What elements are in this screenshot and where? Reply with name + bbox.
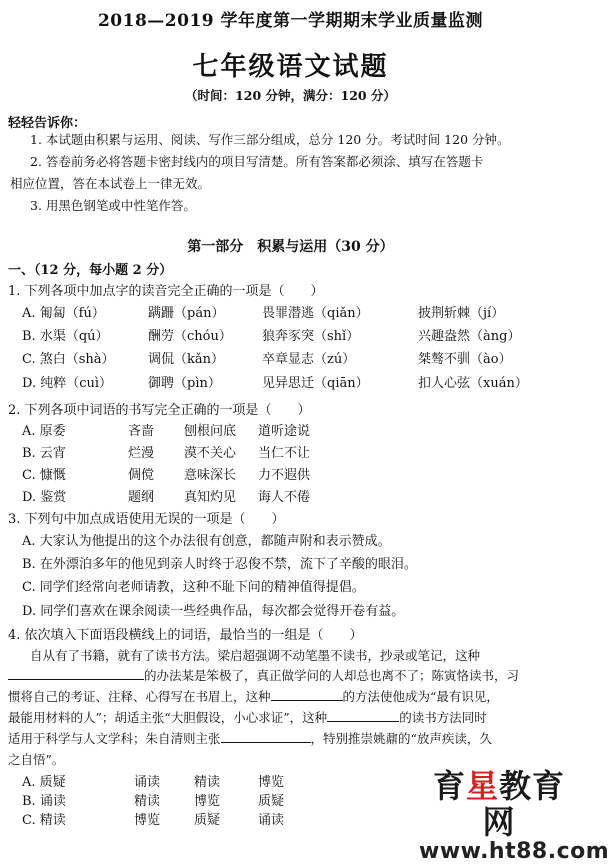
option-cell: C. 精读 — [22, 813, 66, 828]
option-cell: 倜傥 — [128, 468, 155, 483]
passage-line — [8, 708, 487, 726]
option-cell: D. 纯粹（cuì） — [22, 376, 113, 391]
option-cell: 精读 — [134, 794, 161, 809]
time-info: （时间：120 分钟，满分：120 分） — [185, 88, 396, 103]
option-cell: 诵读 — [258, 813, 285, 828]
option-cell: 吝啬 — [128, 424, 155, 439]
option-cell: 真知灼见 — [184, 490, 237, 505]
watermark-url: www.ht88.com — [419, 839, 609, 864]
watermark-logo — [419, 767, 609, 864]
option-cell: 兴趣盎然（àng） — [418, 329, 521, 344]
fill-blank — [271, 688, 343, 701]
notice-item: 相应位置，答在本试卷上一律无效。 — [10, 176, 211, 191]
option-cell: 当仁不让 — [258, 446, 311, 461]
option-cell: B. 诵读 — [22, 794, 66, 809]
option-cell: 酬劳（chóu） — [148, 329, 232, 344]
option-line: A. 大家认为他提出的这个办法很有创意，都随声附和表示赞成。 — [22, 534, 391, 549]
option-line: C. 同学们经常向老师请教，这种不耻下问的精神值得提倡。 — [22, 580, 365, 595]
passage-text: 的方法使他成为“最有识见， — [342, 689, 499, 704]
option-cell: A. 质疑 — [22, 775, 66, 790]
option-cell: 诵读 — [134, 775, 161, 790]
option-cell: 见异思迁（qiān） — [262, 376, 369, 391]
option-cell: 博览 — [194, 794, 221, 809]
option-cell: 漠不关心 — [184, 446, 237, 461]
passage-text: 最能用材料的人”；胡适主张“大胆假设，小心求证”，这种 — [8, 710, 328, 725]
option-cell: 桀骜不驯（ào） — [418, 352, 512, 367]
option-cell: 狼奔豕突（shǐ） — [262, 329, 360, 344]
part-title: 一、（12 分，每小题 2 分） — [8, 263, 173, 278]
option-cell: 扣人心弦（xuán） — [418, 376, 528, 391]
passage-line: 之自悟”。 — [8, 752, 65, 767]
fill-blank — [8, 667, 144, 680]
notice-item: 3. 用黑色钢笔或中性笔作答。 — [30, 198, 196, 213]
option-line: D. 同学们喜欢在课余阅读一些经典作品，每次都会觉得开卷有益。 — [22, 604, 405, 619]
option-cell: 诲人不倦 — [258, 490, 311, 505]
option-cell: 披荆斩棘（jí） — [418, 306, 505, 321]
section-title: 第一部分 积累与运用（30 分） — [187, 239, 394, 255]
option-cell: 博览 — [134, 813, 161, 828]
passage-text: 的办法某是笨极了，真正做学问的人却总也离不了；陈寅恪读书，习 — [144, 668, 520, 683]
passage-line: 自从有了书籍，就有了读书方法。梁启超强调不动笔墨不读书，抄录或笔记，这种 — [30, 648, 481, 663]
exam-title: 2018—2019 学年度第一学期期末学业质量监测 — [97, 11, 484, 31]
option-cell: A. 匍匐（fú） — [22, 306, 105, 321]
passage-text: 适用于科学与人文学科；朱自清则主张 — [8, 731, 221, 746]
question-4-stem: 4. 依次填入下面语段横线上的词语，最恰当的一组是（ ） — [8, 628, 363, 643]
passage-line — [8, 729, 492, 747]
question-1-stem: 1. 下列各项中加点字的读音完全正确的一项是（ ） — [8, 284, 324, 299]
option-cell: 调侃（kǎn） — [148, 352, 225, 367]
option-cell: C. 慷慨 — [22, 468, 66, 483]
passage-text: ，特别推崇姚鼐的“放声疾读，久 — [310, 731, 492, 746]
option-cell: 精读 — [194, 775, 221, 790]
option-cell: B. 云宵 — [22, 446, 66, 461]
passage-text: 的读书方法同时 — [399, 710, 487, 725]
option-cell: 博览 — [258, 775, 285, 790]
option-cell: 烂漫 — [128, 446, 155, 461]
option-cell: A. 原委 — [22, 424, 66, 439]
star-icon: 星 — [465, 767, 499, 805]
option-cell: D. 鉴赏 — [22, 490, 67, 505]
option-cell: 道听途说 — [258, 424, 311, 439]
fill-blank — [327, 709, 399, 722]
notice-item: 2. 答卷前务必将答题卡密封线内的项目写清楚。所有答案都必须涂、填写在答题卡 — [30, 154, 484, 169]
subject-title: 七年级语文试题 — [192, 52, 389, 82]
option-cell: 蹒跚（pán） — [148, 306, 225, 321]
option-cell: 题纲 — [128, 490, 155, 505]
passage-text: 惯将自己的考证、注释、心得写在书眉上，这种 — [8, 689, 271, 704]
option-cell: 畏罪潜逃（qiǎn） — [262, 306, 369, 321]
option-line: B. 在外漂泊多年的他见到亲人时终于忍俊不禁，流下了辛酸的眼泪。 — [22, 557, 417, 572]
question-2-stem: 2. 下列各项中词语的书写完全正确的一项是（ ） — [8, 403, 311, 418]
fill-blank — [221, 730, 311, 743]
option-cell: 御聘（pìn） — [148, 376, 221, 391]
option-cell: 质疑 — [258, 794, 285, 809]
option-cell: 力不遐供 — [258, 468, 311, 483]
watermark-title: 育星教育网 — [432, 767, 566, 841]
option-cell: C. 煞白（shà） — [22, 352, 115, 367]
passage-line — [8, 666, 519, 684]
notice-item: 1. 本试题由积累与运用、阅读、写作三部分组成，总分 120 分。考试时间 120 分钟。 — [30, 132, 510, 147]
notice-title: 轻轻告诉你： — [8, 116, 87, 131]
option-cell: 卒章显志（zú） — [262, 352, 356, 367]
passage-line — [8, 687, 499, 705]
option-cell: 刨根问底 — [184, 424, 237, 439]
option-cell: B. 水渠（qú） — [22, 329, 109, 344]
option-cell: 质疑 — [194, 813, 221, 828]
option-cell: 意味深长 — [184, 468, 237, 483]
question-3-stem: 3. 下列句中加点成语使用无误的一项是（ ） — [8, 512, 285, 527]
